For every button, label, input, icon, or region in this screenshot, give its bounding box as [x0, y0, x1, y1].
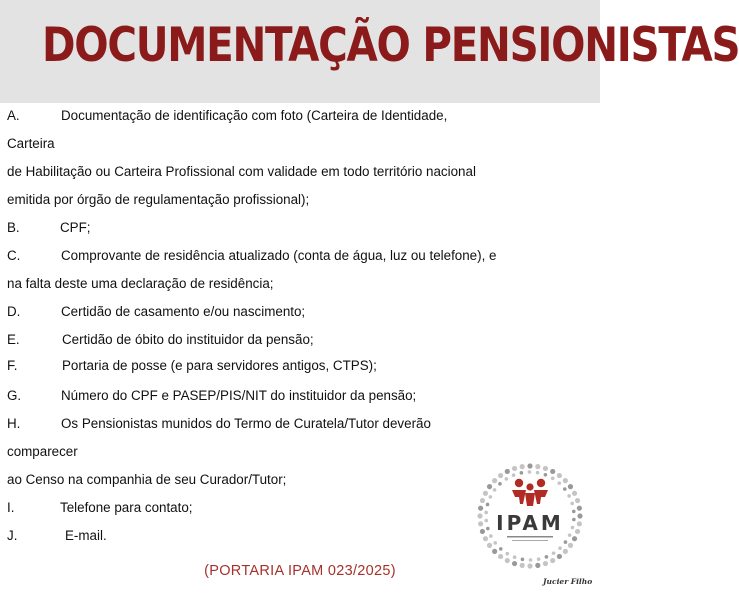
- logo-ring-dot: [557, 554, 562, 559]
- logo-ring-dot: [572, 510, 576, 514]
- logo-ring-dot: [499, 547, 503, 551]
- logo-ring-dot: [564, 540, 568, 544]
- logo-ring-dot: [568, 533, 572, 537]
- logo-ring-dot: [493, 541, 497, 545]
- logo-ring-dot: [520, 464, 525, 469]
- item-letter-b: B.: [7, 220, 20, 235]
- logo-ring-dot: [563, 549, 568, 554]
- logo-ring-dot: [544, 473, 548, 477]
- logo-ring-dot: [512, 473, 516, 477]
- logo-ring-dot: [558, 546, 562, 550]
- logo-ring-dot: [492, 478, 497, 483]
- logo-ring-dot: [506, 552, 510, 556]
- logo-ring-dot: [477, 513, 482, 518]
- logo-ring-dot: [575, 529, 580, 534]
- item-d-line-1: Certidão de casamento e/ou nascimento;: [61, 304, 306, 319]
- item-a-line-3: de Habilitação ou Carteira Profissional com validade em todo território nacional: [7, 164, 476, 179]
- item-g-line-1: Número do CPF e PASEP/PIS/NIT do instituidor da pensão;: [61, 388, 417, 403]
- logo-ring-dot: [550, 558, 555, 563]
- logo-ring-dot: [577, 506, 582, 511]
- signature: Jucier Filho: [543, 577, 593, 586]
- logo-ring-dot: [535, 464, 540, 469]
- logo-ring-dot: [536, 471, 540, 475]
- logo-ring-dot: [527, 463, 532, 468]
- logo-ring-dot: [571, 526, 575, 530]
- logo-ring-dot: [537, 557, 541, 561]
- logo-ring-dot: [572, 491, 577, 496]
- logo-ring-dot: [528, 470, 532, 474]
- logo-ring-dot: [498, 554, 503, 559]
- logo-ring-dot: [478, 506, 483, 511]
- item-j-line-1: E-mail.: [65, 528, 107, 543]
- item-letter-g: G.: [7, 388, 22, 403]
- item-b-line-1: CPF;: [60, 220, 91, 235]
- logo-ring-dot: [577, 513, 582, 518]
- logo-ring-dot: [487, 484, 492, 489]
- logo-ring-dot: [505, 477, 509, 481]
- logo-ring-dot: [568, 484, 573, 489]
- logo-ring-dot: [563, 487, 567, 491]
- logo-ring-dot: [567, 494, 571, 498]
- logo-ring-dot: [512, 466, 517, 471]
- logo-text: IPAM: [496, 511, 564, 535]
- header-banner: [0, 0, 739, 103]
- logo-ring-dot: [486, 503, 490, 507]
- item-letter-c: C.: [7, 248, 21, 263]
- logo-ring-dot: [543, 466, 548, 471]
- logo-ring-dot: [521, 558, 525, 562]
- item-c-line-1: Comprovante de residência atualizado (conta de água, luz ou telefone), e: [61, 248, 497, 263]
- logo-ring-dot: [557, 481, 561, 485]
- logo-ring-dot: [527, 563, 532, 568]
- logo-ring-dot: [493, 488, 497, 492]
- item-letter-f: F.: [7, 358, 18, 373]
- logo-ring-dot: [489, 534, 493, 538]
- people-icon: [512, 479, 548, 506]
- logo-ring-dot: [551, 477, 555, 481]
- item-letter-h: H.: [7, 416, 21, 431]
- item-letter-j: J.: [7, 528, 18, 543]
- item-h-line-3: ao Censo na companhia de seu Curador/Tutor;: [7, 472, 287, 487]
- item-letter-d: D.: [7, 304, 21, 319]
- logo-ring-dot: [557, 473, 562, 478]
- item-a-line-4: emitida por órgão de regulamentação profissional);: [7, 192, 310, 207]
- page-title: DOCUMENTAÇÃO PENSIONISTAS: [42, 18, 739, 73]
- item-a-line-1: Documentação de identificação com foto (Carteira de Identidade,: [61, 108, 448, 123]
- item-i-line-1: Telefone para contato;: [60, 500, 193, 515]
- logo-ring-dot: [505, 469, 510, 474]
- logo-ring-dot: [492, 549, 497, 554]
- logo-ring-dot: [512, 561, 517, 566]
- item-f-line-1: Portaria de posse (e para servidores antigos, CTPS);: [62, 358, 377, 373]
- logo-ring-dot: [568, 543, 573, 548]
- logo-ring-dot: [480, 529, 485, 534]
- logo-ring-dot: [543, 561, 548, 566]
- logo-ring-dot: [489, 495, 493, 499]
- item-letter-i: I.: [7, 500, 15, 515]
- logo-ring-dot: [572, 518, 576, 522]
- logo-ring-dot: [498, 473, 503, 478]
- logo-ring-dot: [486, 527, 490, 531]
- logo-ring-dot: [545, 555, 549, 559]
- portaria-reference: (PORTARIA IPAM 023/2025): [204, 563, 396, 579]
- item-e-line-1: Certidão de óbito do instituidor da pensão;: [62, 332, 314, 347]
- logo-ring-dot: [563, 478, 568, 483]
- logo-ring-dot: [575, 498, 580, 503]
- logo-ring-dot: [570, 502, 574, 506]
- logo-ring-dot: [478, 521, 483, 526]
- logo-ring-dot: [572, 536, 577, 541]
- item-h-line-1: Os Pensionistas munidos do Termo de Curatela/Tutor deverão: [61, 416, 431, 431]
- logo-ring-dot: [552, 551, 556, 555]
- logo-ring-dot: [535, 563, 540, 568]
- ipam-logo: [474, 460, 586, 572]
- logo-ring-dot: [484, 519, 488, 523]
- logo-ring-dot: [487, 543, 492, 548]
- logo-ring-dot: [520, 563, 525, 568]
- item-a-line-2: Carteira: [7, 136, 55, 151]
- logo-ring-dot: [483, 536, 488, 541]
- logo-ring-dot: [498, 482, 502, 486]
- logo-ring-dot: [484, 511, 488, 515]
- item-letter-e: E.: [7, 332, 20, 347]
- logo-ring-dot: [520, 471, 524, 475]
- item-h-line-2: comparecer: [7, 444, 78, 459]
- item-c-line-2: na falta deste uma declaração de residência;: [7, 276, 274, 291]
- logo-ring-dot: [505, 558, 510, 563]
- logo-ring-dot: [577, 521, 582, 526]
- logo-ring-dot: [483, 491, 488, 496]
- logo-ring-dot: [550, 469, 555, 474]
- logo-ring-dot: [513, 555, 517, 559]
- logo-ring-dot: [529, 558, 533, 562]
- item-letter-a: A.: [7, 108, 20, 123]
- logo-ring-dot: [480, 498, 485, 503]
